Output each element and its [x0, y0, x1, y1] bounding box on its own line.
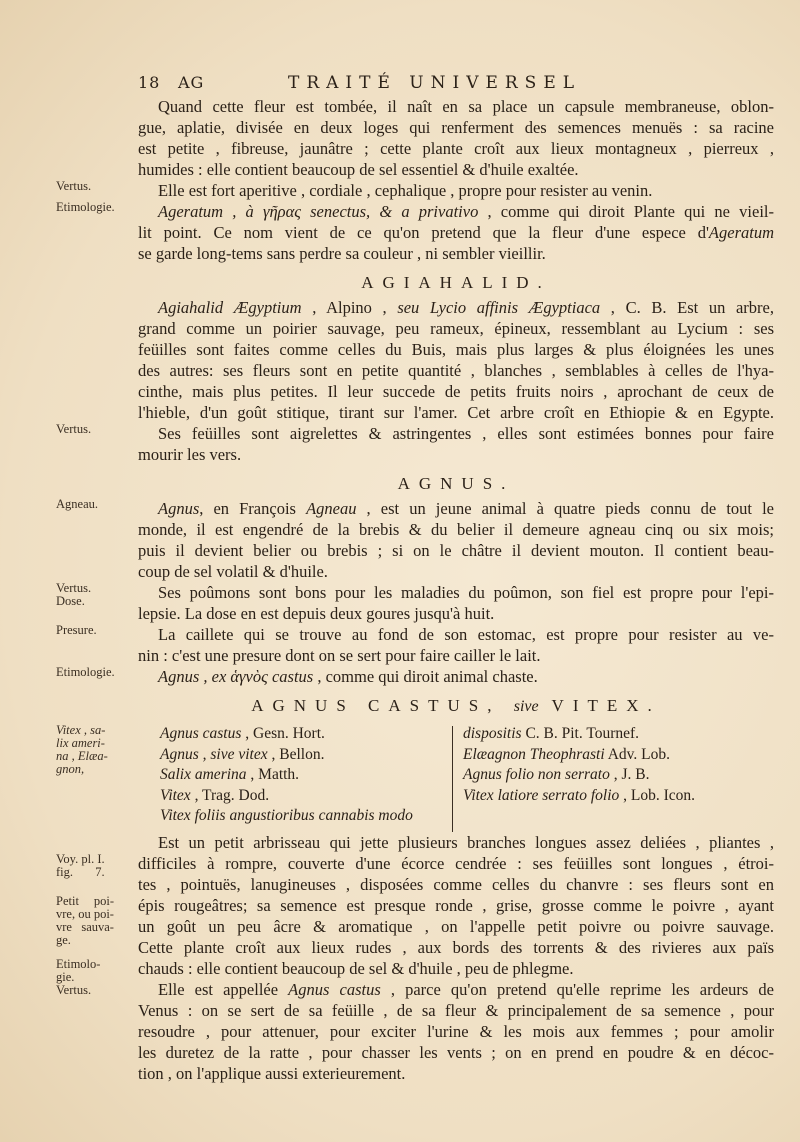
text-line — [138, 874, 774, 895]
italic-text: Vitex — [160, 786, 191, 804]
text-segment: , C. B. Est un arbre, — [600, 298, 774, 317]
text-line — [138, 519, 774, 540]
synonym-table — [56, 723, 774, 832]
text-segment: Est un petit arbrisseau qui jette plusieurs branches longues assez deliées , pliantes , — [158, 833, 774, 852]
entry-heading — [138, 691, 774, 720]
text-segment: mourir les vers. — [138, 445, 242, 464]
text-segment: gue, aplatie, divisée en deux loges qui renferment des semences menuës : sa racine — [138, 118, 774, 137]
italic-text: Ageratum — [708, 223, 774, 242]
text-segment: lit point. Ce nom vient de ce qu'on pretend que la fleur d'une espece d' — [138, 223, 709, 242]
text-segment: Venus : on se sert de sa feüille , de sa fleur & principalement de sa semence , pour — [138, 1001, 774, 1020]
text-segment: , Alpino , — [301, 298, 398, 317]
synonym-entry — [160, 786, 413, 807]
margin-note: Voy. pl. I. fig. 7. — [56, 852, 105, 879]
text-segment: nin : c'est une presure dont on se sert pour faire cailler le lait. — [138, 646, 541, 665]
margin-note: Etimologie. — [56, 665, 115, 679]
entry-heading — [138, 268, 774, 297]
text-segment: , est un jeune animal à quatre pieds connu de tout le — [356, 499, 775, 518]
text-segment: , Matth. — [246, 766, 300, 783]
text-segment: chauds : elle contient beaucoup de sel & d'huile , peu de phlegme. — [138, 959, 574, 978]
italic-text: Vitex latiore serrato folio — [463, 786, 620, 804]
text-segment: lepsie. La dose en est depuis deux goures jusqu'à huit. — [138, 604, 495, 623]
text-segment: grand comme un poirier sauvage, peu rameux, épineux, ressemblant au Lycium : ses — [138, 319, 774, 338]
text-segment: monde, il est engendré de la brebis & du belier il demeure agneau cinq ou six mois; — [138, 520, 774, 539]
text-line — [56, 852, 774, 879]
text-segment: feüilles sont faites comme celles du Buis, mais plus larges & plus éloignées les unes — [138, 340, 774, 359]
italic-text: Agnus , sive vitex — [160, 745, 268, 763]
text-segment: resoudre , pour attenuer, pour exciter l'urine & les mois aux femmes ; pour amolir — [138, 1022, 774, 1041]
text-segment: Ses poûmons sont bons pour les maladies du poûmon, son fiel est propre pour l'epi- — [158, 583, 774, 602]
heading-text-2: VITEX. — [551, 696, 661, 715]
text-segment: les duretez de la ratte , pour chasser les vents ; on en prend en poudre & en décoc- — [138, 1043, 774, 1062]
text-line — [138, 645, 774, 666]
margin-note: Petit poi- vre, ou poi- vre sauva- ge. — [56, 894, 114, 947]
text-segment: , Bellon. — [267, 745, 325, 763]
text-segment: tion , on l'applique aussi exterieurement. — [138, 1064, 406, 1083]
margin-note: Vertus. Dose. — [56, 581, 92, 608]
section-letters: AG — [178, 73, 205, 92]
text-segment: , comme qui diroit Plante qui ne vieil- — [478, 202, 774, 221]
text-segment: est petite , fibreuse, jaunâtre ; cette plante croît aux lieux montagneux , pierreux , — [138, 139, 774, 158]
paragraph — [138, 979, 774, 1084]
text-segment: cinthe, mais plus petites. Il leur succede de petits fruits noirs , aprochant de ceux de — [138, 382, 774, 401]
synonym-entry — [463, 745, 695, 766]
text-segment: Adv. Lob. — [604, 745, 670, 763]
page-number: 18 — [138, 73, 161, 92]
text-segment: , Trag. Dod. — [190, 786, 270, 804]
heading-text: AGIAHALID. — [361, 273, 551, 292]
text-line — [138, 381, 774, 402]
text-segment: Elle est appellée — [158, 980, 289, 999]
heading-text: AGNUS CASTUS, — [251, 696, 501, 715]
text-line — [138, 603, 774, 624]
text-line — [138, 159, 774, 180]
text-line — [138, 916, 774, 937]
synonym-column-right — [463, 724, 695, 806]
synonym-column-left — [160, 724, 413, 827]
text-segment: , Lob. Icon. — [619, 786, 696, 804]
entry-heading — [138, 469, 774, 498]
text-line — [56, 665, 774, 687]
paragraph — [56, 422, 774, 465]
text-line — [138, 1021, 774, 1042]
text-segment: coup de sel volatil & d'huile. — [138, 562, 328, 581]
synonym-entry — [463, 765, 695, 786]
paragraph — [56, 497, 775, 582]
synonym-entry — [463, 724, 695, 745]
text-segment: se garde long-tems sans perdre sa couleur , ni sembler vieillir. — [138, 244, 546, 263]
heading-text: AGNUS. — [397, 474, 515, 493]
margin-note: Vertus. — [56, 179, 92, 193]
paragraph — [56, 200, 774, 264]
text-line — [56, 497, 775, 519]
text-line — [138, 297, 774, 318]
synonym-entry — [463, 786, 695, 807]
text-line — [138, 1000, 774, 1021]
text-segment: tes , pointuës, lanugineuses , disposées comme celles du chanvre : ses fleurs sont en — [138, 875, 774, 894]
text-line — [138, 561, 774, 582]
text-line — [138, 1063, 774, 1084]
synonym-entry — [160, 765, 413, 786]
text-column — [56, 70, 775, 1084]
italic-text: dispositis — [463, 725, 522, 742]
text-segment: puis il devient belier ou brebis ; si on le châtre il devient mouton. Il contient beau- — [138, 541, 774, 560]
italic-text: Vitex foliis angustioribus cannabis modo — [160, 807, 413, 824]
text-line — [138, 222, 774, 243]
paragraph — [56, 623, 774, 666]
paragraph — [138, 96, 774, 180]
text-line — [138, 117, 774, 138]
paragraph — [56, 665, 774, 687]
italic-text: Agiahalid Ægyptium — [158, 298, 302, 317]
text-line — [138, 1042, 774, 1063]
text-segment: Cette plante croît aux lieux rudes , aux bords des torrents & des rivieres aux païs — [138, 938, 774, 957]
italic-text: Agnus castus — [288, 980, 381, 999]
text-line — [56, 623, 774, 645]
synonym-entry — [160, 806, 413, 827]
text-segment: C. B. Pit. Tournef. — [521, 725, 640, 742]
text-line — [138, 979, 774, 1000]
italic-text: Ageratum , à γῆρας senectus, & a privativo — [158, 202, 479, 221]
text-line — [56, 581, 774, 608]
italic-text: Agnus — [158, 499, 200, 518]
text-line — [138, 243, 774, 264]
text-line — [56, 179, 774, 201]
margin-note: Presure. — [56, 623, 97, 637]
margin-note: Vitex , sa- lix ameri- na , Elæa- gnon, — [56, 723, 108, 776]
book-title: TRAITÉ UNIVERSEL — [288, 73, 582, 93]
text-segment: humides : elle contient beaucoup de sel essentiel & d'huile exaltée. — [138, 160, 579, 179]
text-line — [138, 937, 774, 958]
running-header — [138, 70, 774, 96]
text-segment: , en François — [199, 499, 307, 518]
italic-text: Agnus folio non serrato — [463, 766, 610, 783]
text-line — [56, 200, 774, 222]
margin-note: Vertus. — [56, 422, 92, 436]
margin-note: Agneau. — [56, 497, 98, 511]
text-segment: un goût un peu âcre & aromatique , on l'appelle petit poivre ou poivre sauvage. — [138, 917, 774, 936]
text-segment: Quand cette fleur est tombée, il naît en sa place un capsule membraneuse, oblon- — [158, 97, 774, 116]
text-line — [138, 832, 774, 853]
text-segment: , J. B. — [609, 766, 650, 783]
text-line — [138, 96, 774, 117]
text-line — [138, 444, 774, 465]
text-segment: , Gesn. Hort. — [241, 725, 325, 742]
text-segment: , comme qui diroit animal chaste. — [313, 667, 538, 686]
text-segment: l'hieble, d'un goût stitique, tirant sur l'amer. Cet arbre croît en Ethiopie & en Egypte. — [138, 403, 774, 422]
text-line — [56, 422, 774, 444]
paragraph — [56, 179, 774, 201]
text-segment: épis rougeâtres; sa semence est presque ronde , grise, grosse comme le poivre , ayant — [138, 896, 774, 915]
text-line — [138, 540, 774, 561]
italic-text: Salix amerina — [160, 766, 247, 783]
text-line — [138, 402, 774, 423]
italic-text: Agnus castus — [160, 725, 242, 742]
text-segment: La caillete qui se trouve au fond de son estomac, est propre pour resister au ve- — [158, 625, 774, 644]
italic-text: Elæagnon Theophrasti — [463, 745, 605, 763]
text-segment: , parce qu'on pretend qu'elle reprime les ardeurs de — [380, 980, 775, 999]
text-segment: Ses feüilles sont aigrelettes & astringentes , elles sont estimées bonnes pour faire — [158, 424, 774, 443]
italic-text: seu Lycio affinis Ægyptiaca — [397, 298, 601, 317]
text-line — [138, 360, 774, 381]
text-segment: Elle est fort aperitive , cordiale , cephalique , propre pour resister au venin. — [158, 181, 653, 200]
heading-italic: sive — [513, 698, 539, 715]
paragraph — [138, 297, 774, 423]
text-line — [138, 138, 774, 159]
text-segment: difficiles à rompre, couverte d'une écorce cendrée : ses feüilles sont longues , étroi- — [138, 854, 774, 873]
text-line — [138, 318, 774, 339]
text-line — [138, 339, 774, 360]
synonym-entry — [160, 724, 413, 745]
italic-text: Agnus , ex ἁγνὸς castus — [158, 667, 314, 686]
column-divider — [452, 726, 453, 832]
italic-text: Agneau — [306, 499, 357, 518]
text-segment: des autres: ses fleurs sont en petite quantité , blanches , semblables à celles de l'hya- — [138, 361, 774, 380]
paragraph — [56, 581, 774, 624]
margin-note: Etimologie. — [56, 200, 115, 214]
synonym-entry — [160, 745, 413, 766]
margin-note: Etimolo- gie. Vertus. — [56, 957, 101, 997]
